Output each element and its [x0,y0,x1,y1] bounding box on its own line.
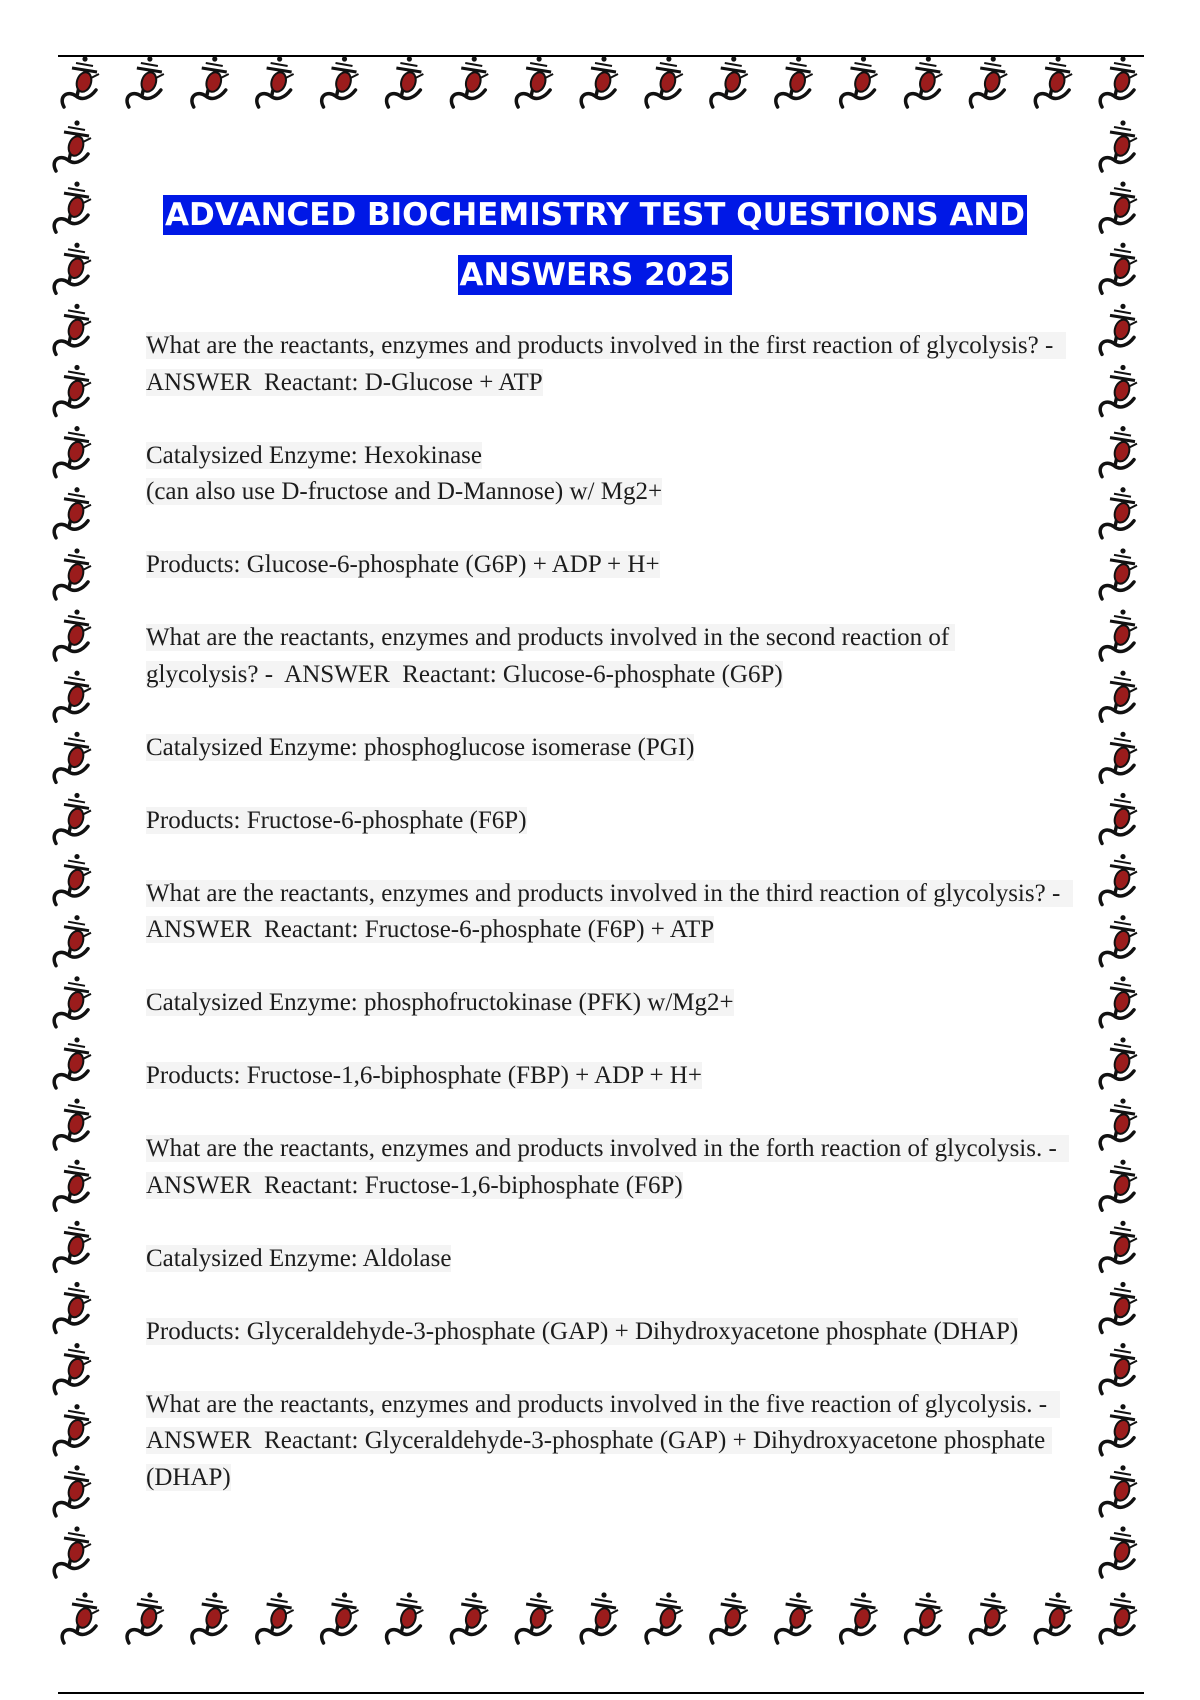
paragraph-13 [146,1387,1066,1497]
paragraph-text: What are the reactants, enzymes and products involved in the forth reaction of glycolysis. - ANSWER Reactant: Fructose-1,6-biphosphate (F6P) [146,1135,1070,1199]
paragraph-text: Products: Glyceraldehyde-3-phosphate (GAP) + Dihydroxyacetone phosphate (DHAP) [146,1317,1019,1345]
decorative-ornament-icon [1100,1343,1137,1394]
decorative-ornament-icon [1035,56,1072,107]
decorative-ornament-icon [1100,1465,1137,1516]
paragraph-11 [146,1241,1066,1278]
decorative-ornament-icon [54,426,91,477]
paragraph-text: Catalysized Enzyme: Hexokinase (can also use D-fructose and D-Mannose) w/ Mg2+ [146,441,663,505]
decorative-ornament-icon [54,1282,91,1333]
paragraph-text: Products: Fructose-6-phosphate (F6P) [146,806,527,834]
decorative-ornament-icon [257,1592,294,1643]
decorative-ornament-icon [54,1037,91,1088]
decorative-ornament-icon [257,56,294,107]
decorative-ornament-icon [54,182,91,233]
paragraph-text: Catalysized Enzyme: phosphofructokinase (PFK) w/Mg2+ [146,989,734,1016]
decorative-ornament-icon [54,1465,91,1516]
decorative-ornament-icon [1100,304,1137,355]
decorative-ornament-icon [646,56,683,107]
decorative-ornament-icon [1100,1282,1137,1333]
decorative-ornament-icon [1100,1098,1137,1149]
decorative-ornament-icon [1100,1221,1137,1272]
decorative-ornament-icon [776,56,813,107]
decorative-ornament-icon [451,1592,488,1643]
decorative-ornament-icon [1100,426,1137,477]
decorative-ornament-icon [1100,56,1137,107]
paragraph-8 [146,985,1066,1022]
decorative-ornament-icon [1100,793,1137,844]
decorative-ornament-icon [970,1592,1007,1643]
paragraph-6 [146,803,1066,840]
decorative-ornament-icon [1100,182,1137,233]
decorative-ornament-icon [776,1592,813,1643]
decorative-ornament-icon [192,56,229,107]
decorative-ornament-icon [54,609,91,660]
decorative-ornament-icon [1100,1526,1137,1577]
decorative-ornament-icon [54,1098,91,1149]
decorative-ornament-icon [1100,548,1137,599]
decorative-ornament-icon [54,548,91,599]
decorative-ornament-icon [1100,609,1137,660]
decorative-ornament-icon [54,1526,91,1577]
paragraph-text: What are the reactants, enzymes and products involved in the second reaction of glycolysis? - ANSWER Reactant: Glucose-6-phosphate (G6P) [146,624,956,688]
decorative-ornament-icon [54,854,91,905]
decorative-ornament-icon [1100,915,1137,966]
decorative-ornament-icon [1100,243,1137,294]
decorative-ornament-icon [127,1592,164,1643]
document-title [120,188,1070,308]
paragraph-text: Products: Glucose-6-phosphate (G6P) + ADP + H+ [146,551,660,578]
decorative-ornament-icon [54,120,91,171]
decorative-ornament-icon [581,56,618,107]
decorative-ornament-icon [1100,487,1137,538]
document-body [146,328,1073,1533]
decorative-ornament-icon [516,1592,553,1643]
decorative-ornament-icon [906,56,943,107]
decorative-ornament-icon [711,56,748,107]
decorative-ornament-icon [54,976,91,1027]
decorative-ornament-icon [62,56,99,107]
decorative-ornament-icon [322,56,359,107]
decorative-ornament-icon [711,1592,748,1643]
decorative-ornament-icon [387,1592,424,1643]
decorative-ornament-icon [646,1592,683,1643]
decorative-ornament-icon [1035,1592,1072,1643]
decorative-ornament-icon [54,1343,91,1394]
decorative-ornament-icon [906,1592,943,1643]
paragraph-1 [146,328,1066,401]
paragraph-9 [146,1058,1066,1095]
decorative-ornament-icon [54,1160,91,1211]
decorative-ornament-icon [1100,120,1137,171]
decorative-ornament-icon [54,732,91,783]
decorative-ornament-icon [54,487,91,538]
paragraph-text: Products: Fructose-1,6-biphosphate (FBP) + ADP + H+ [146,1062,702,1089]
decorative-ornament-icon [322,1592,359,1643]
decorative-ornament-icon [1100,365,1137,416]
decorative-ornament-icon [127,56,164,107]
paragraph-text: What are the reactants, enzymes and products involved in the first reaction of glycolysis? - ANSWER Reactant: D-Glucose + ATP [146,332,1066,396]
decorative-ornament-icon [54,304,91,355]
decorative-ornament-icon [54,1404,91,1455]
decorative-ornament-icon [54,915,91,966]
paragraph-text: What are the reactants, enzymes and products involved in the five reaction of glycolysis. - ANSWER Reactant: Glyceraldehyde-3-phosphate (GAP) + Dihydroxyacetone phosphate (DHAP) [146,1390,1060,1491]
decorative-ornament-icon [1100,854,1137,905]
decorative-ornament-icon [54,793,91,844]
decorative-ornament-icon [192,1592,229,1643]
decorative-ornament-icon [1100,1592,1137,1643]
decorative-ornament-icon [54,671,91,722]
decorative-ornament-icon [62,1592,99,1643]
decorative-ornament-icon [1100,1037,1137,1088]
decorative-ornament-icon [1100,1160,1137,1211]
paragraph-2 [146,438,1066,511]
decorative-ornament-icon [387,56,424,107]
decorative-ornament-icon [1100,671,1137,722]
decorative-ornament-icon [54,243,91,294]
decorative-ornament-icon [1100,976,1137,1027]
paragraph-10 [146,1131,1070,1204]
decorative-ornament-icon [841,1592,878,1643]
paragraph-3 [146,547,1066,584]
decorative-ornament-icon [1100,1404,1137,1455]
title-text: ADVANCED BIOCHEMISTRY TEST QUESTIONS AND ANSWERS 2025 [164,197,1026,293]
bottom-rule [58,1692,1144,1694]
paragraph-4 [146,620,1066,693]
decorative-ornament-icon [841,56,878,107]
decorative-ornament-icon [54,365,91,416]
decorative-ornament-icon [970,56,1007,107]
decorative-ornament-icon [1100,732,1137,783]
paragraph-text: Catalysized Enzyme: phosphoglucose isomerase (PGI) [146,733,695,761]
paragraph-12 [146,1314,1066,1351]
decorative-ornament-icon [451,56,488,107]
paragraph-7 [146,876,1073,949]
decorative-ornament-icon [516,56,553,107]
paragraph-text: Catalysized Enzyme: Aldolase [146,1244,452,1272]
paragraph-5 [146,730,1066,767]
decorative-ornament-icon [54,1221,91,1272]
paragraph-text: What are the reactants, enzymes and products involved in the third reaction of glycolysis? - ANSWER Reactant: Fructose-6-phosphate (F6P) + ATP [146,879,1073,943]
decorative-ornament-icon [581,1592,618,1643]
